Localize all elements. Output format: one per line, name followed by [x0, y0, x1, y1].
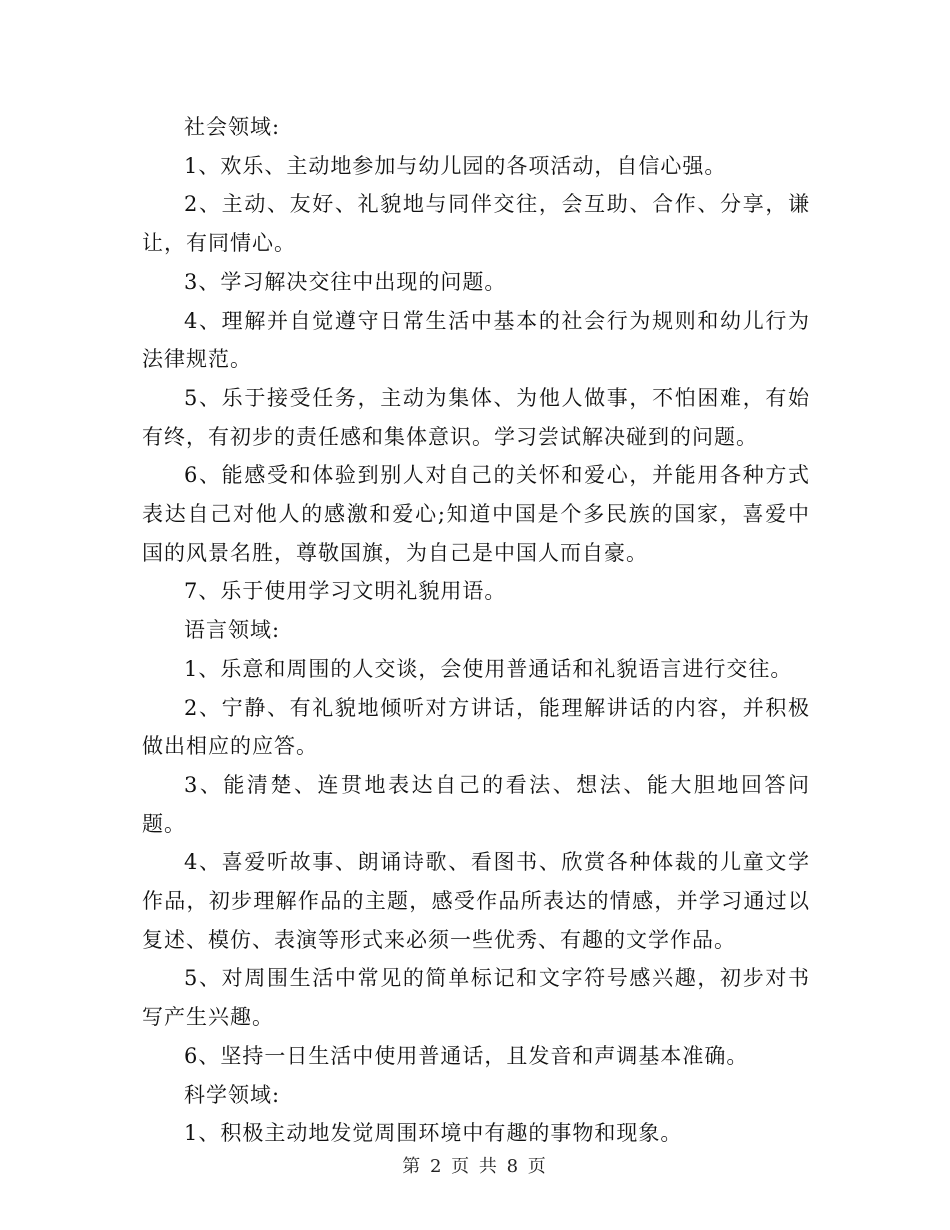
paragraph: 2、宁静、有礼貌地倾听对方讲话，能理解讲话的内容，并积极做出相应的应答。: [142, 695, 810, 759]
section-heading-social: 社会领域:: [184, 115, 281, 139]
document-body: [142, 108, 810, 1153]
page-number-footer: 第 2 页 共 8 页: [402, 1156, 548, 1177]
paragraph: 6、坚持一日生活中使用普通话，且发音和声调基本准确。: [184, 1043, 749, 1068]
paragraph: 5、乐于接受任务，主动为集体、为他人做事，不怕困难，有始有终，有初步的责任感和集体意识。学习尝试解决碰到的问题。: [142, 385, 810, 449]
paragraph: 6、能感受和体验到别人对自己的关怀和爱心，并能用各种方式表达自己对他人的感激和爱心;知道中国是个多民族的国家，喜爱中国的风景名胜，尊敬国旗，为自己是中国人而自豪。: [142, 463, 810, 565]
paragraph: 4、喜爱听故事、朗诵诗歌、看图书、欣赏各种体裁的儿童文学作品，初步理解作品的主题，感受作品所表达的情感，并学习通过以复述、模仿、表演等形式来必须一些优秀、有趣的文学作品。: [142, 850, 810, 952]
paragraph: 7、乐于使用学习文明礼貌用语。: [184, 579, 507, 604]
paragraph: 5、对周围生活中常见的简单标记和文字符号感兴趣，初步对书写产生兴趣。: [142, 966, 810, 1030]
section-heading-language: 语言领域:: [184, 618, 281, 643]
paragraph: 1、积极主动地发觉周围环境中有趣的事物和现象。: [184, 1121, 683, 1146]
paragraph: 1、欢乐、主动地参加与幼儿园的各项活动，自信心强。: [184, 153, 727, 178]
paragraph: 3、学习解决交往中出现的问题。: [184, 269, 507, 294]
section-heading-science: 科学领域:: [184, 1082, 281, 1107]
paragraph: 4、理解并自觉遵守日常生活中基本的社会行为规则和幼儿行为法律规范。: [142, 308, 810, 372]
paragraph: 2、主动、友好、礼貌地与同伴交往，会互助、合作、分享，谦让，有同情心。: [142, 192, 810, 256]
paragraph: 3、能清楚、连贯地表达自己的看法、想法、能大胆地回答问题。: [142, 772, 810, 836]
paragraph: 1、乐意和周围的人交谈，会使用普通话和礼貌语言进行交往。: [184, 656, 793, 681]
